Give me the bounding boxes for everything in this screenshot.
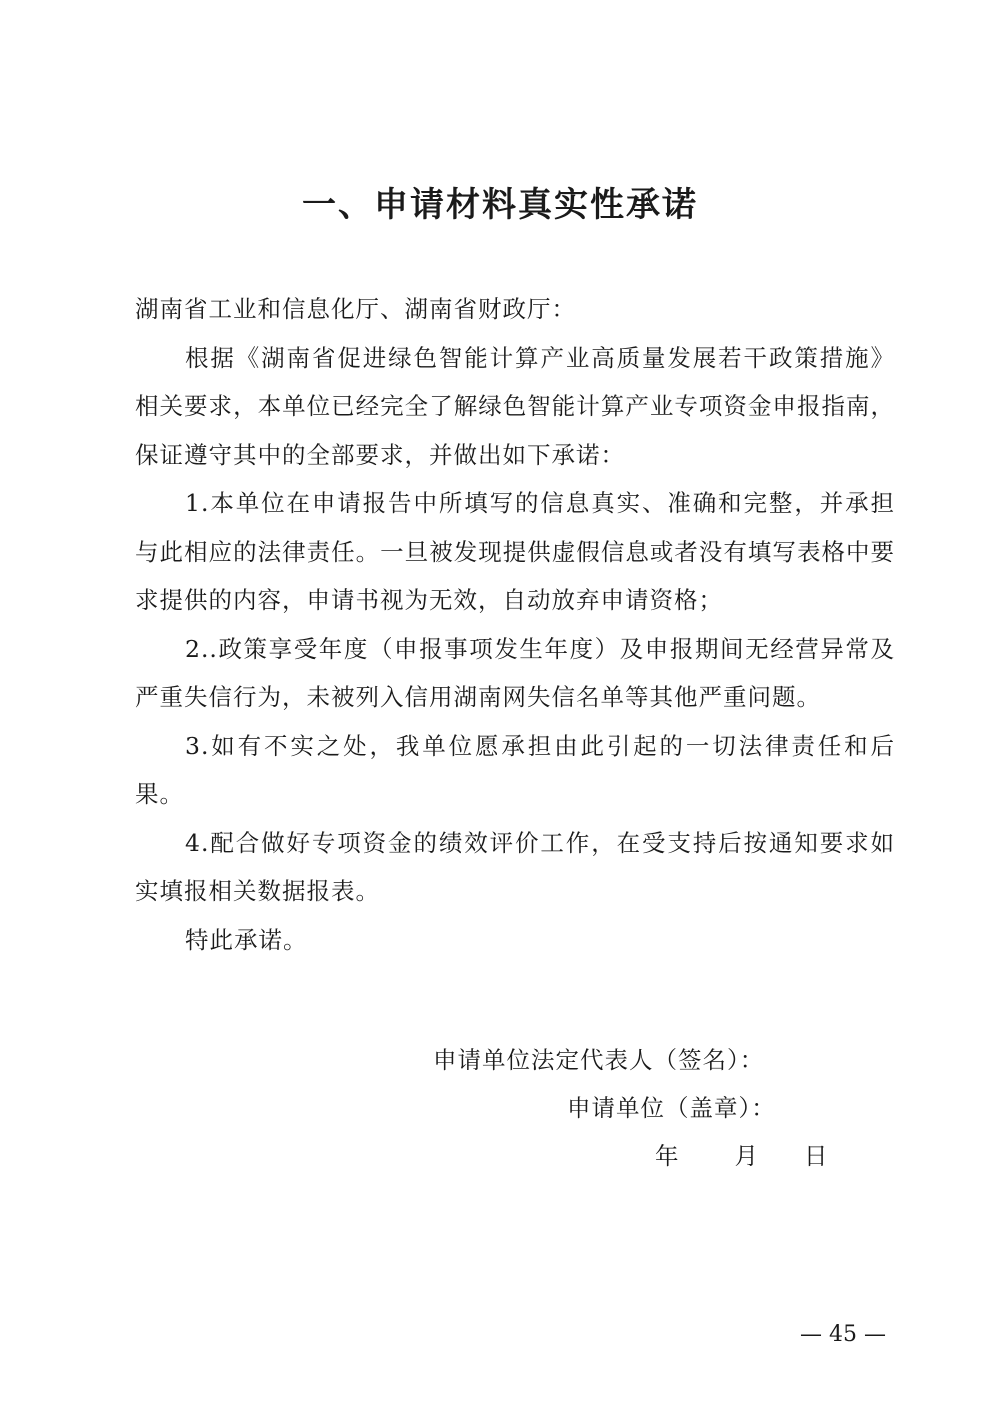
page-number: — 45 — [800,1322,886,1347]
closing-statement: 特此承诺。 [185,925,308,954]
salutation: 湖南省工业和信息化厅、湖南省财政厅： [135,295,576,323]
commitment-item-3: 3.如有不实之处，我单位愿承担由此引起的一切法律责任和后果。 [135,731,895,808]
signature-date-line [655,1141,829,1171]
document-title: 一、申请材料真实性承诺 [302,185,698,225]
signature-unit-line: 申请单位（盖章）： [567,1094,776,1122]
date-month-label: 月 [734,1142,759,1170]
intro-paragraph: 根据《湖南省促进绿色智能计算产业高质量发展若干政策措施》相关要求，本单位已经完全了解绿色智能计算产业专项资金申报指南，保证遵守其中的全部要求，并做出如下承诺： [135,343,895,469]
commitment-item-1: 1.本单位在申请报告中所填写的信息真实、准确和完整，并承担与此相应的法律责任。一旦被发现提供虚假信息或者没有填写表格中要求提供的内容，申请书视为无效，自动放弃申请资格； [135,489,895,614]
signature-representative-line: 申请单位法定代表人（签名）： [433,1046,765,1074]
date-day-label: 日 [804,1142,829,1170]
commitment-item-2: 2..政策享受年度（申报事项发生年度）及申报期间无经营异常及严重失信行为，未被列入信用湖南网失信名单等其他严重问题。 [135,634,895,711]
commitment-item-4: 4.配合做好专项资金的绩效评价工作，在受支持后按通知要求如实填报相关数据报表。 [135,828,895,905]
date-year-label: 年 [655,1142,680,1170]
document-body [135,285,895,964]
